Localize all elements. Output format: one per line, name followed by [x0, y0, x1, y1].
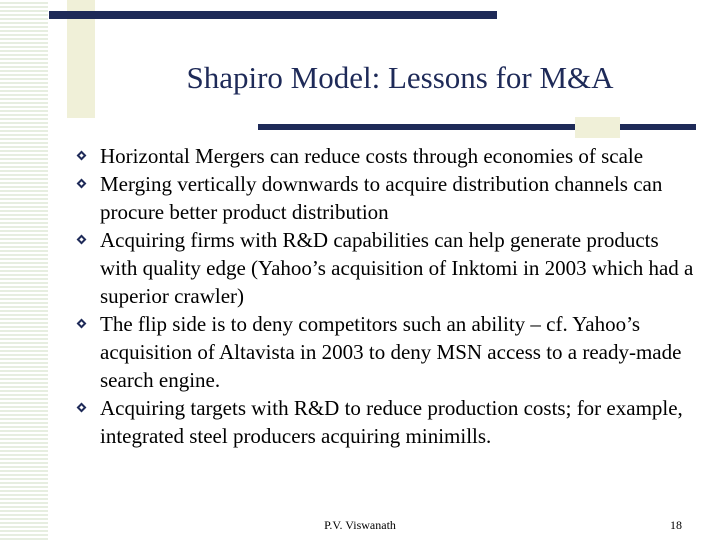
diamond-bullet-icon	[77, 403, 87, 413]
top-rule	[49, 11, 497, 19]
rule-accent-block	[575, 117, 620, 138]
footer-author: P.V. Viswanath	[324, 518, 396, 532]
bullet-item	[78, 394, 698, 450]
bullet-item	[78, 142, 698, 170]
page-number: 18	[670, 518, 682, 532]
bullet-text: The flip side is to deny competitors such an ability – cf. Yahoo’s acquisition of Altavista in 2003 to deny MSN access to a ready-made search engine.	[100, 312, 682, 392]
diamond-bullet-icon	[77, 151, 87, 161]
bullet-text: Acquiring targets with R&D to reduce production costs; for example, integrated steel producers acquiring minimills.	[100, 396, 683, 448]
bullet-list	[78, 142, 698, 450]
diamond-bullet-icon	[77, 179, 87, 189]
bullet-item	[78, 170, 698, 226]
bullet-text: Acquiring firms with R&D capabilities can help generate products with quality edge (Yahoo’s acquisition of Inktomi in 2003 which had a superior crawler)	[100, 228, 694, 308]
diamond-bullet-icon	[77, 235, 87, 245]
bullet-text: Merging vertically downwards to acquire distribution channels can procure better product distribution	[100, 172, 663, 224]
diamond-bullet-icon	[77, 319, 87, 329]
bullet-text: Horizontal Mergers can reduce costs through economies of scale	[100, 144, 644, 168]
left-stripe-decoration	[0, 0, 48, 540]
title-underline-rule	[258, 124, 696, 130]
bullet-item	[78, 310, 698, 394]
slide-title: Shapiro Model: Lessons for M&A	[186, 60, 614, 95]
bullet-item	[78, 226, 698, 310]
